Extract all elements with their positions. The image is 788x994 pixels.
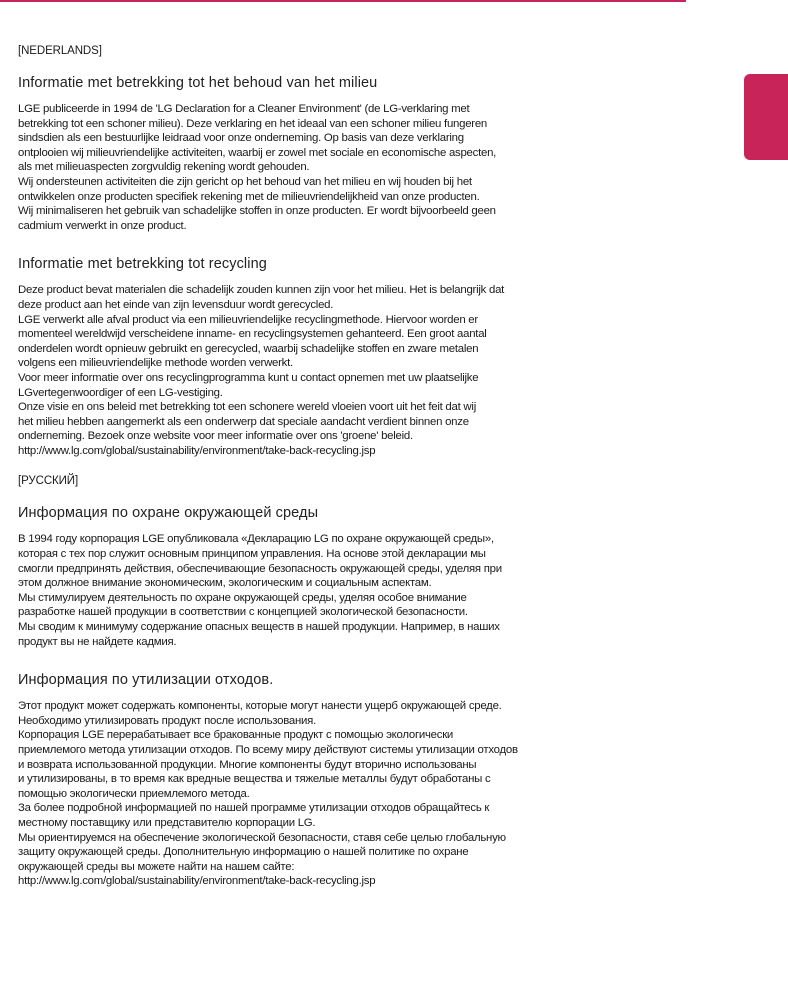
text-line: ontwikkelen onze producten specifiek rekening met de milieuvriendelijkheid van onze producten. (18, 190, 480, 203)
header-rule (0, 0, 686, 2)
text-line: Мы сводим к минимуму содержание опасных веществ в нашей продукции. Например, в наших (18, 621, 500, 634)
text-line: помощью экологически приемлемого метода. (18, 787, 250, 800)
text-line: het milieu hebben aangemerkt als een onderwerp dat speciale aandacht verdient binnen onze (18, 415, 469, 428)
recycling-url-nl: http://www.lg.com/global/sustainability/environment/take-back-recycling.jsp (18, 444, 376, 457)
text-line: Deze product bevat materialen die schadelijk zouden kunnen zijn voor het milieu. Het is belangrijk dat (18, 284, 505, 297)
document-body (18, 44, 588, 889)
section-title-environment-ru: Информация по охране окружающей среды (18, 505, 319, 522)
text-line: LGE publiceerde in 1994 de 'LG Declaration for a Cleaner Environment' (de LG-verklaring met (18, 103, 470, 115)
text-line: als met milieuaspecten zorgvuldig rekening wordt gehouden. (18, 161, 310, 174)
text-line: cadmium verwerkt in onze product. (18, 219, 187, 232)
text-line: разработке нашей продукции в соответствии с концепцией экологической безопасности. (18, 606, 468, 619)
paragraph-recycling-ru (18, 699, 588, 889)
section-title-environment-nl: Informatie met betrekking tot het behoud van het milieu (18, 75, 378, 91)
text-line: местному поставщику или представителю корпорации LG. (18, 816, 316, 829)
text-line: которая с тех пор служит основным принципом управления. На основе этой декларации мы (18, 548, 486, 561)
text-line: этом должное внимание экономическим, экологическим и социальным аспектам. (18, 577, 432, 590)
language-side-tab (744, 74, 788, 160)
text-line: Wij minimaliseren het gebruik van schadelijke stoffen in onze producten. Er wordt bijvoorbeeld geen (18, 205, 496, 218)
text-line: Onze visie en ons beleid met betrekking tot een schonere wereld vloeien voort uit het feit dat wij (18, 401, 476, 414)
text-line: Корпорация LGE перерабатывает все бракованные продукт с помощью экологически (18, 729, 454, 742)
language-label-dutch: [NEDERLANDS] (18, 45, 102, 57)
text-line: volgens een milieuvriendelijke methode worden verwerkt. (18, 357, 293, 370)
text-line: продукт вы не найдете кадмия. (18, 635, 177, 648)
text-line: Необходимо утилизировать продукт после использования. (18, 714, 316, 727)
text-line: и утилизированы, в то время как вредные вещества и тяжелые металлы будут обработаны с (18, 773, 491, 786)
recycling-url-ru: http://www.lg.com/global/sustainability/environment/take-back-recycling.jsp (18, 875, 376, 888)
paragraph-environment-ru (18, 532, 588, 649)
section-title-recycling-ru: Информация по утилизации отходов. (18, 672, 274, 689)
text-line: В 1994 году корпорация LGE опубликовала «Декларацию LG по охране окружающей среды», (18, 533, 494, 546)
language-label-russian: [РУССКИЙ] (18, 475, 79, 488)
text-line: Этот продукт может содержать компоненты, которые могут нанести ущерб окружающей среде. (18, 700, 502, 713)
text-line: и возврата использованной продукции. Многие компоненты будут вторично использованы (18, 758, 477, 771)
text-line: momenteel wereldwijd verscheidene inname- en recyclingsystemen gehanteerd. Een groot aantal (18, 328, 487, 341)
text-line: окружающей среды вы можете найти на нашем сайте: (18, 860, 295, 873)
text-line: onderdelen wordt opnieuw gebruikt en gerecycled, waarbij schadelijke stoffen en zware metalen (18, 342, 479, 355)
text-line: смогли предпринять действия, обеспечивающие безопасность окружающей среды, уделяя при (18, 562, 502, 575)
text-line: защиту окружающей среды. Дополнительную информацию о нашей политике по охране (18, 846, 469, 859)
paragraph-environment-nl (18, 102, 588, 233)
text-line: Мы стимулируем деятельность по охране окружающей среды, уделяя особое внимание (18, 591, 467, 604)
text-line: Wij ondersteunen activiteiten die zijn gericht op het behoud van het milieu en wij houden bij het (18, 175, 472, 188)
text-line: Voor meer informatie over ons recyclingprogramma kunt u contact opnemen met uw plaatselijke (18, 371, 479, 384)
text-line: deze product aan het einde van zijn levensduur wordt gerecycled. (18, 298, 334, 311)
text-line: onderneming. Bezoek onze website voor meer informatie over ons 'groene' beleid. (18, 430, 413, 443)
text-line: Мы ориентируемся на обеспечение экологической безопасности, ставя себе целью глобальную (18, 831, 506, 844)
text-line: LGvertegenwoordiger of een LG-vestiging. (18, 386, 223, 399)
text-line: ontplooien wij milieuvriendelijke activiteiten, waarbij er zowel met sociale en economische aspecten, (18, 146, 497, 159)
text-line: приемлемого метода утилизации отходов. По всему миру действуют системы утилизации отходов (18, 744, 518, 756)
text-line: LGE verwerkt alle afval product via een milieuvriendelijke recyclingmethode. Hiervoor worden er (18, 313, 478, 326)
section-title-recycling-nl: Informatie met betrekking tot recycling (18, 256, 267, 273)
text-line: betrekking tot een schoner milieu). Deze verklaring en het ideaal van een schoner milieu fungeren (18, 117, 487, 130)
text-line: За более подробной информацией по нашей программе утилизации отходов обращайтесь к (18, 802, 490, 815)
paragraph-recycling-nl (18, 283, 588, 458)
text-line: sindsdien als een bestuurlijke leidraad voor onze onderneming. Op basis van deze verklaring (18, 132, 464, 145)
